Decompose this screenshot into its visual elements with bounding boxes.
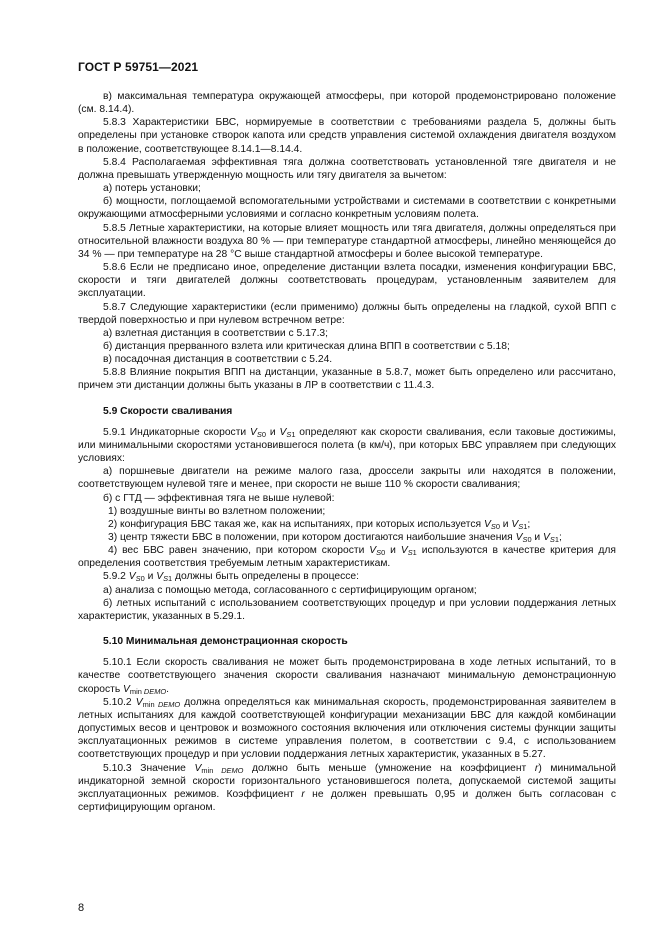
- paragraph: 5.8.8 Влияние покрытия ВПП на дистанции, указанные в 5.8.7, может быть определено или рассчитано, причем эти дистанции должны быть указаны в ЛР в соответствии с 11.4.3.: [78, 367, 616, 392]
- paragraph: 5.8.7 Следующие характеристики (если применимо) должны быть определены на гладкой, сухой ВПП с твердой поверхностью и при нулевом встречном ветре:: [78, 301, 616, 326]
- paragraph: 5.8.5 Летные характеристики, на которые влияет мощность или тяга двигателя, должны определяться при относительной влажности воздуха 80 % — при температуре стандартной атмосферы, линейно меняющейся до 34 % — при температуре на 28 °С выше стандартной атмосферы и более высокой температуре.: [78, 222, 616, 260]
- paragraph: б) с ГТД — эффективная тяга не выше нулевой:: [103, 492, 335, 504]
- page-number: 8: [78, 902, 85, 914]
- document-code: ГОСТ Р 59751—2021: [78, 60, 199, 74]
- paragraph: 4) вес БВС равен значению, при котором скорости $V_{S0}$ и $V_{S1}$ используются в качестве критерия для определения соответствия требуемым летным характеристикам.: [78, 545, 616, 570]
- paragraph: 5.8.4 Располагаемая эффективная тяга должна соответствовать установленной тяге двигателя и не должна превышать утвержденную мощность или тягу двигателя за вычетом:: [78, 156, 616, 181]
- paragraph: б) мощности, поглощаемой вспомогательными устройствами и системами в соответствии с конкретными окружающими атмосферными условиями и согласно конкретным условиям полета.: [78, 196, 616, 221]
- paragraph: а) потерь установки;: [103, 183, 201, 195]
- paragraph: а) анализа с помощью метода, согласованного с сертифицирующим органом;: [103, 584, 477, 596]
- paragraph: 1) воздушные винты во взлетном положении;: [108, 505, 326, 517]
- section-heading: 5.10 Минимальная демонстрационная скорость: [103, 636, 348, 648]
- paragraph: 5.9.2 $V_{S0}$ и $V_{S1}$ должны быть определены в процессе:: [103, 571, 359, 584]
- paragraph: 3) центр тяжести БВС в положении, при котором достигаются наибольшие значения $V_{S0}$ и $V_{S1}$;: [108, 532, 562, 544]
- paragraph: б) дистанция прерванного взлета или критическая длина ВПП в соответствии с 5.18;: [103, 340, 510, 352]
- paragraph: б) летных испытаний с использованием соответствующих процедур и при условии поддержания летных характеристик, указанных в 5.29.1.: [78, 597, 616, 622]
- paragraph: 5.8.6 Если не предписано иное, определение дистанции взлета посадки, изменения конфигурации БВС, скорости и тяги двигателей должны соответствовать процедурам, установленным заявителем для эксплуатации.: [78, 262, 616, 300]
- paragraph: 2) конфигурация БВС такая же, как на испытаниях, при которых используется $V_{S0}$ и $V_{S1}$;: [108, 518, 531, 531]
- paragraph: 5.10.1 Если скорость сваливания не может быть продемонстрирована в ходе летных испытаний, то в качестве соответствующего значения скорости сваливания назначают минимальную демонстрационную скорость $V_{min DEMO}$.: [78, 657, 616, 696]
- paragraph: 5.9.1 Индикаторные скорости $V_{S0}$ и $V_{S1}$ определяют как скорости сваливания, если таковые достижимы, или минимальными скоростями установившегося полета (в км/ч), при которых БВС управляем при следующих условиях:: [78, 426, 616, 465]
- paragraph: а) поршневые двигатели на режиме малого газа, дроссели закрыты или находятся в положении, соответствующем нулевой тяге и менее, при скорости не выше 110 % скорости сваливания;: [78, 466, 616, 491]
- paragraph: а) взлетная дистанция в соответствии с 5.17.3;: [103, 327, 329, 339]
- document-body: [78, 90, 616, 814]
- paragraph: в) максимальная температура окружающей атмосферы, при которой продемонстрировано положение (см. 8.14.4).: [78, 91, 616, 116]
- paragraph: в) посадочная дистанция в соответствии с 5.24.: [103, 354, 333, 366]
- paragraph: 5.10.3 Значение $V_{min DEMO}$ должно быть меньше (умножение на коэффициент r) минимальной индикаторной земной скорости горизонтального установившегося полета, допускаемой системой защиты эксплуатационных режимов. Коэффициент r не должен превышать 0,95 и должен быть согласован с сертифицирующим органом.: [78, 762, 617, 813]
- section-heading: 5.9 Скорости сваливания: [103, 405, 233, 417]
- paragraph: 5.8.3 Характеристики БВС, нормируемые в соответствии с требованиями раздела 5, должны быть определены при установке створок капота или средств управления системой охлаждения двигателя воздухом в положение, соответствующее 8.14.1—8.14.4.: [78, 117, 616, 155]
- paragraph: 5.10.2 $V_{min DEMO}$ должна определяться как минимальная скорость, продемонстрированная заявителем в летных испытаниях для каждой соответствующей конфигурации механизации БВС для каждой комбинации допустимых весов и центровок и возможного состояния включения или отключения системы функции защиты эксплуатационных режимов в системе управления полетом, в соответствии с 9.4, с использованием соответствующих процедур и при условии поддержания летных характеристик, указанных в 5.27.: [78, 696, 616, 761]
